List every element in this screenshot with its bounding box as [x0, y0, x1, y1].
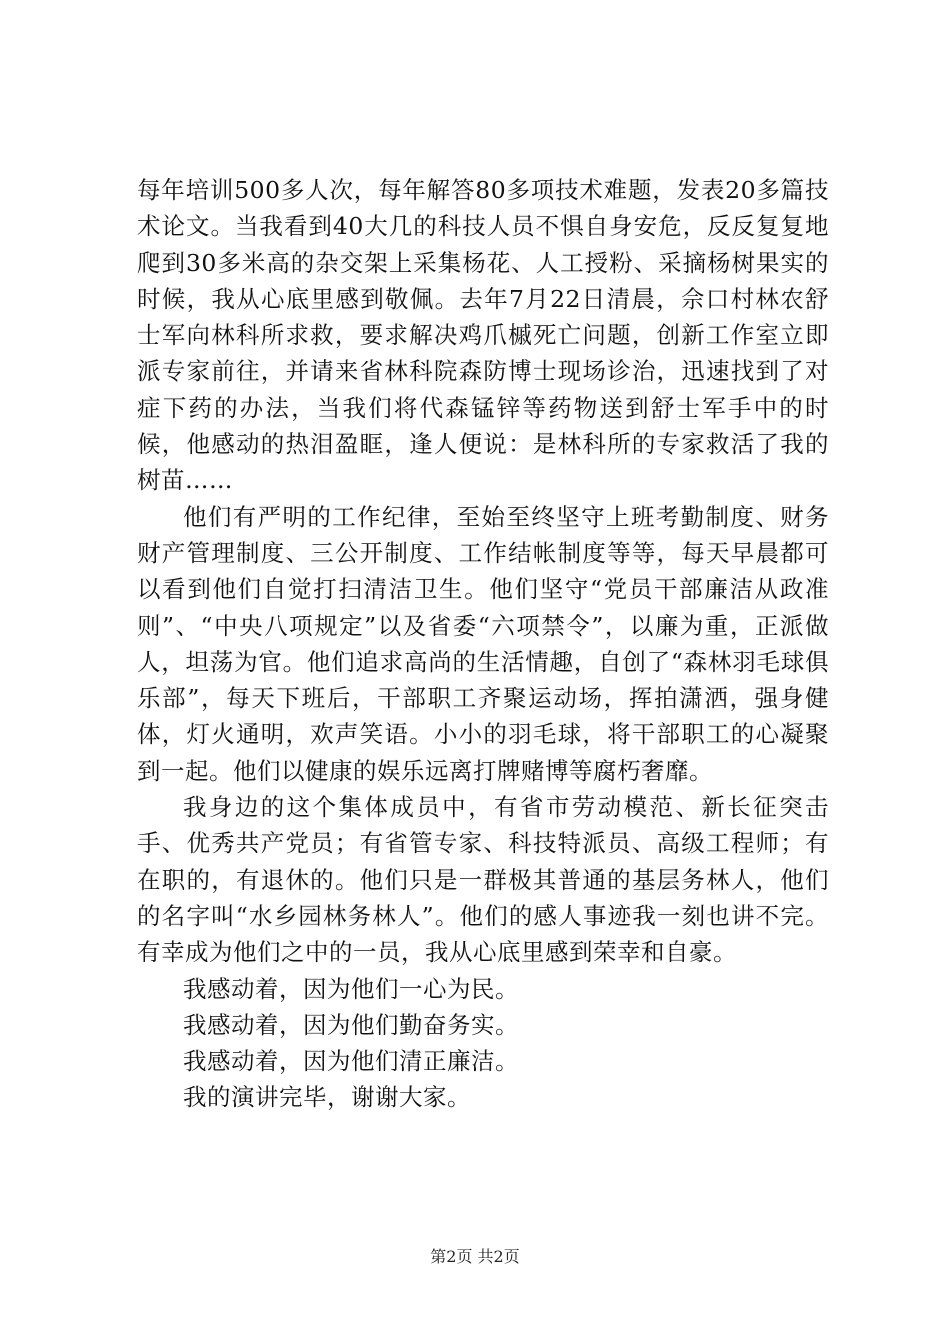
document-body [137, 172, 829, 1116]
closing-line-1: 我感动着，因为他们一心为民。 [183, 974, 519, 1003]
closing-line-4: 我的演讲完毕，谢谢大家。 [183, 1083, 471, 1112]
paragraph-1: 每年培训500多人次，每年解答80多项技术难题，发表20多篇技术论文。当我看到40大几的科技人员不惧自身安危，反反复复地爬到30多米高的杂交架上采集杨花、人工授粉、采摘杨树果实的时候，我从心底里感到敬佩。去年7月22日清晨，佘口村林农舒士军向林科所求救，要求解决鸡爪槭死亡问题，创新工作室立即派专家前往，并请来省林科院森防博士现场诊治，迅速找到了对症下药的办法，当我们将代森锰锌等药物送到舒士军手中的时候，他感动的热泪盈眶，逢人便说：是林科所的专家救活了我的树苗…… [137, 176, 829, 495]
closing-line-3: 我感动着，因为他们清正廉洁。 [183, 1047, 519, 1076]
page-footer: 第2页 共2页 [430, 1247, 520, 1266]
closing-line-2: 我感动着，因为他们勤奋务实。 [183, 1010, 519, 1039]
paragraph-3: 我身边的这个集体成员中，有省市劳动模范、新长征突击手、优秀共产党员；有省管专家、科技特派员、高级工程师；有在职的，有退休的。他们只是一群极其普通的基层务林人，他们的名字叫“水乡园林务林人”。他们的感人事迹我一刻也讲不完。有幸成为他们之中的一员，我从心底里感到荣幸和自豪。 [137, 793, 829, 967]
paragraph-2: 他们有严明的工作纪律，至始至终坚守上班考勤制度、财务财产管理制度、三公开制度、工作结帐制度等等，每天早晨都可以看到他们自觉打扫清洁卫生。他们坚守“党员干部廉洁从政准则”、“中央八项规定”以及省委“六项禁令”，以廉为重，正派做人，坦荡为官。他们追求高尚的生活情趣，自创了“森林羽毛球俱乐部”，每天下班后，干部职工齐聚运动场，挥拍潇洒，强身健体，灯火通明，欢声笑语。小小的羽毛球，将干部职工的心凝聚到一起。他们以健康的娱乐远离打牌赌博等腐朽奢靡。 [137, 502, 829, 785]
